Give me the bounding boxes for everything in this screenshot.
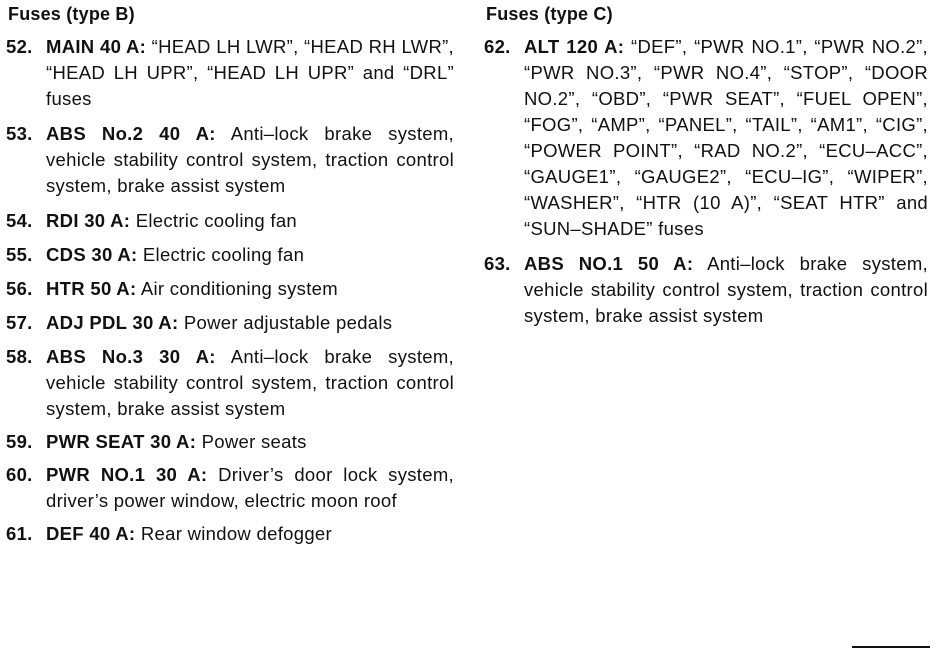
fuse-description: “DEF”, “PWR NO.1”, “PWR NO.2”, “PWR NO.3”, “PWR NO.4”, “STOP”, “DOOR NO.2”, “OBD”, “PWR SEAT”, “FUEL OPEN”, “FOG”, “AMP”, “PANEL”, “TAIL”, “AM1”, “CIG”, “POWER POINT”, “RAD NO.2”, “ECU–ACC”, “GAUGE1”, “GAUGE2”, “ECU–IG”, “WIPER”, “WASHER”, “HTR (10 A)”, “SEAT HTR” and “SUN–SHADE” fuses bbox=[524, 36, 928, 239]
fuse-label: PWR SEAT 30 A: bbox=[46, 431, 197, 452]
fuses-type-b-column bbox=[6, 0, 454, 547]
fuse-description: Electric cooling fan bbox=[142, 244, 305, 265]
section-heading-type-c: Fuses (type C) bbox=[486, 4, 613, 24]
fuse-label: ABS No.3 30 A: bbox=[46, 346, 216, 367]
fuse-description: Air conditioning system bbox=[140, 278, 338, 299]
fuse-label: ABS NO.1 50 A: bbox=[524, 253, 694, 274]
entry-number: 57. bbox=[6, 312, 33, 333]
fuse-label: ABS No.2 40 A: bbox=[46, 123, 216, 144]
fuse-label: PWR NO.1 30 A: bbox=[46, 464, 208, 485]
fuse-label: DEF 40 A: bbox=[46, 523, 136, 544]
fuse-label: CDS 30 A: bbox=[46, 244, 138, 265]
entry-number: 54. bbox=[6, 210, 33, 231]
entry-number: 52. bbox=[6, 36, 33, 57]
fuse-label: MAIN 40 A: bbox=[46, 36, 147, 57]
fuse-entry-61 bbox=[6, 521, 454, 547]
fuse-entry-58 bbox=[6, 344, 454, 422]
fuse-description: “HEAD LH LWR”, “HEAD RH LWR”, “HEAD LH UPR”, “HEAD LH UPR” and “DRL” fuses bbox=[46, 36, 454, 109]
fuse-label: HTR 50 A: bbox=[46, 278, 137, 299]
fuse-entry-59 bbox=[6, 429, 454, 455]
fuse-description: Driver’s door lock system, driver’s power window, electric moon roof bbox=[46, 464, 454, 511]
fuse-label: ADJ PDL 30 A: bbox=[46, 312, 179, 333]
entry-number: 56. bbox=[6, 278, 33, 299]
fuse-entry-54 bbox=[6, 208, 454, 234]
fuse-entry-56 bbox=[6, 276, 454, 302]
fuse-entry-60 bbox=[6, 462, 454, 514]
entry-number: 61. bbox=[6, 523, 33, 544]
section-heading-type-b: Fuses (type B) bbox=[8, 4, 135, 24]
fuse-description: Rear window defogger bbox=[140, 523, 332, 544]
fuse-description: Power adjustable pedals bbox=[183, 312, 393, 333]
entry-number: 60. bbox=[6, 464, 33, 485]
fuse-entry-57 bbox=[6, 310, 454, 336]
fuse-entry-52 bbox=[6, 34, 454, 112]
fuse-entry-62 bbox=[484, 34, 928, 242]
fuse-entry-53 bbox=[6, 121, 454, 199]
fuse-description: Power seats bbox=[201, 431, 307, 452]
entry-number: 62. bbox=[484, 36, 511, 57]
fuse-label: RDI 30 A: bbox=[46, 210, 131, 231]
entry-number: 59. bbox=[6, 431, 33, 452]
fuse-entry-63 bbox=[484, 251, 928, 329]
fuse-entry-55 bbox=[6, 242, 454, 268]
section-end-rule bbox=[852, 646, 930, 648]
entry-number: 63. bbox=[484, 253, 511, 274]
fuses-type-c-column bbox=[484, 0, 928, 329]
entry-number: 58. bbox=[6, 346, 33, 367]
fuse-description: Anti–lock brake system, vehicle stability control system, traction control system, brake assist system bbox=[46, 123, 454, 196]
fuse-description: Anti–lock brake system, vehicle stability control system, traction control system, brake assist system bbox=[46, 346, 454, 419]
entry-number: 55. bbox=[6, 244, 33, 265]
fuse-description: Anti–lock brake system, vehicle stability control system, traction control system, brake assist system bbox=[524, 253, 928, 326]
entry-number: 53. bbox=[6, 123, 33, 144]
fuse-description: Electric cooling fan bbox=[135, 210, 297, 231]
fuse-label: ALT 120 A: bbox=[524, 36, 625, 57]
